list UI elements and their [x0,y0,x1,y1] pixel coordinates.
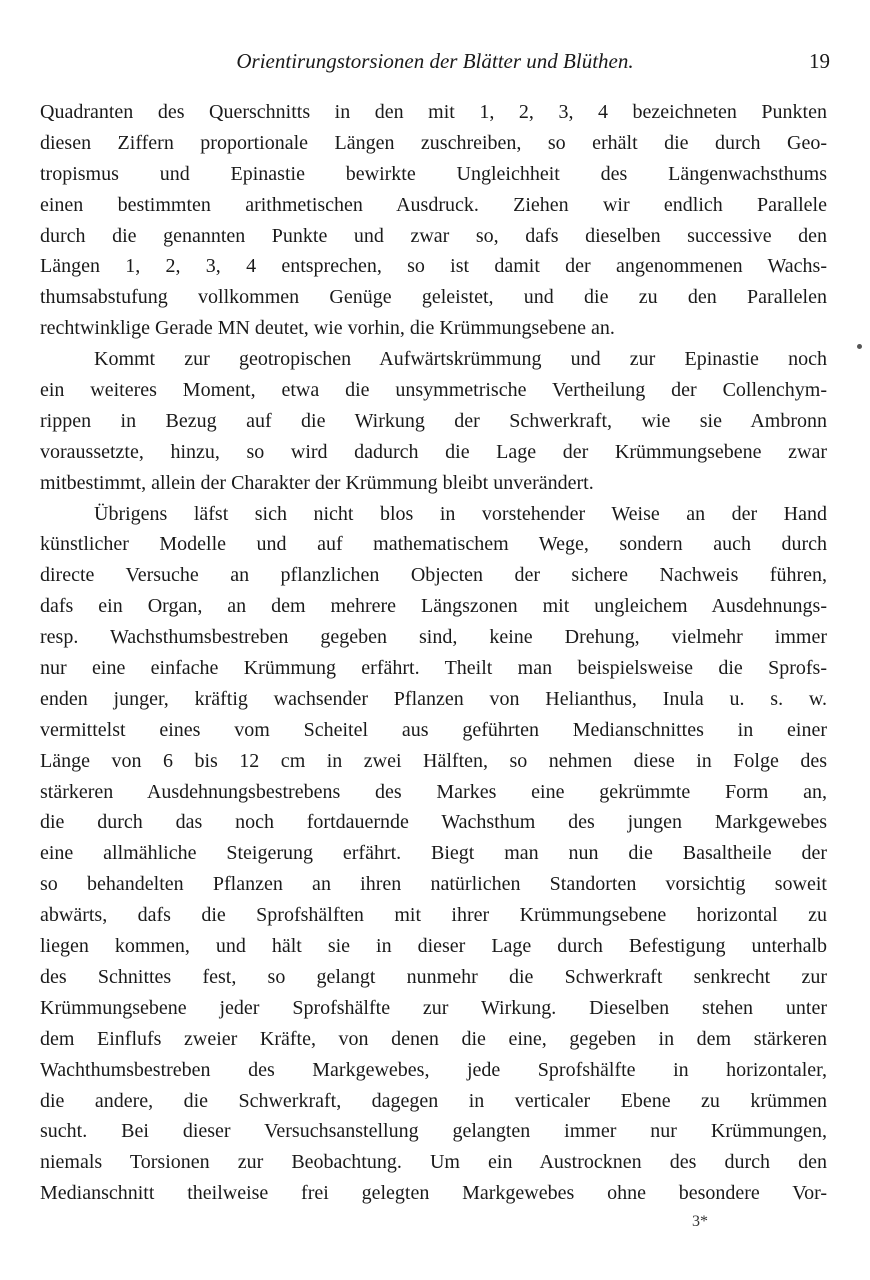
margin-dot [857,344,862,349]
text-line: eine allmähliche Steigerung erfährt. Biegt man nun die Basaltheile der [40,842,827,865]
text-line: sucht. Bei dieser Versuchsanstellung gelangten immer nur Krümmungen, [40,1120,827,1143]
text-line: des Schnittes fest, so gelangt nunmehr die Schwerkraft senkrecht zur [40,965,827,988]
text-line: diesen Ziffern proportionale Längen zuschreiben, so erhält die durch Geo- [40,131,827,154]
text-line: ein weiteres Moment, etwa die unsymmetrische Vertheilung der Collenchym- [40,379,827,402]
text-line: niemals Torsionen zur Beobachtung. Um ein Austrocknen des durch den [40,1151,827,1174]
text-line: einen bestimmten arithmetischen Ausdruck. Ziehen wir endlich Parallele [40,193,827,216]
text-line: die durch das noch fortdauernde Wachsthum des jungen Markgewebes [40,811,827,834]
text-line: dem Einflufs zweier Kräfte, von denen die eine, gegeben in dem stärkeren [40,1027,827,1050]
text-line: Krümmungsebene jeder Sprofshälfte zur Wirkung. Dieselben stehen unter [40,996,827,1019]
text-line: tropismus und Epinastie bewirkte Ungleichheit des Längenwachsthums [40,162,827,185]
body-text [40,97,827,1209]
text-line: vermittelst eines vom Scheitel aus geführten Medianschnittes in einer [40,718,827,741]
text-line: resp. Wachsthumsbestreben gegeben sind, keine Drehung, vielmehr immer [40,626,827,649]
text-line: so behandelten Pflanzen an ihren natürlichen Standorten vorsichtig soweit [40,873,827,896]
text-line: nur eine einfache Krümmung erfährt. Theilt man beispielsweise die Sprofs- [40,657,827,680]
text-line: voraussetzte, hinzu, so wird dadurch die Lage der Krümmungsebene zwar [40,440,827,463]
paragraph-3 [40,499,827,1209]
text-line: die andere, die Schwerkraft, dagegen in verticaler Ebene zu krümmen [40,1089,827,1112]
text-line: liegen kommen, und hält sie in dieser Lage durch Befestigung unterhalb [40,935,827,958]
paragraph-2 [40,344,827,498]
text-line: mitbestimmt, allein der Charakter der Krümmung bleibt unverändert. [40,471,594,494]
text-line: dafs ein Organ, an dem mehrere Längszonen mit ungleichem Ausdehnungs- [40,595,827,618]
text-line: Übrigens läfst sich nicht blos in vorstehender Weise an der Hand [94,502,827,525]
text-line: Medianschnitt theilweise frei gelegten Markgewebes ohne besondere Vor- [40,1182,827,1205]
text-line: enden junger, kräftig wachsender Pflanzen von Helianthus, Inula u. s. w. [40,687,827,710]
text-line: directe Versuche an pflanzlichen Objecten der sichere Nachweis führen, [40,564,827,587]
text-line: rippen in Bezug auf die Wirkung der Schwerkraft, wie sie Ambronn [40,409,827,432]
text-line: Längen 1, 2, 3, 4 entsprechen, so ist damit der angenommenen Wachs- [40,255,827,278]
text-line: stärkeren Ausdehnungsbestrebens des Markes eine gekrümmte Form an, [40,780,827,803]
page-number: 19 [809,49,830,73]
text-line: Kommt zur geotropischen Aufwärtskrümmung und zur Epinastie noch [94,348,827,371]
page-header [40,46,830,78]
text-line: rechtwinklige Gerade MN deutet, wie vorhin, die Krümmungsebene an. [40,317,615,340]
paragraph-1 [40,97,827,344]
text-line: thumsabstufung vollkommen Genüge geleistet, und die zu den Parallelen [40,286,827,309]
text-line: durch die genannten Punkte und zwar so, dafs dieselben successive den [40,224,827,247]
running-title: Orientirungstorsionen der Blätter und Blüthen. [236,49,634,73]
text-line: Länge von 6 bis 12 cm in zwei Hälften, so nehmen diese in Folge des [40,749,827,772]
text-line: Quadranten des Querschnitts in den mit 1, 2, 3, 4 bezeichneten Punkten [40,101,827,123]
text-line: abwärts, dafs die Sprofshälften mit ihrer Krümmungsebene horizontal zu [40,904,827,927]
text-line: Wachthumsbestreben des Markgewebes, jede Sprofshälfte in horizontaler, [40,1058,827,1081]
signature-mark: 3* [692,1213,708,1230]
text-line: künstlicher Modelle und auf mathematischem Wege, sondern auch durch [40,533,827,556]
